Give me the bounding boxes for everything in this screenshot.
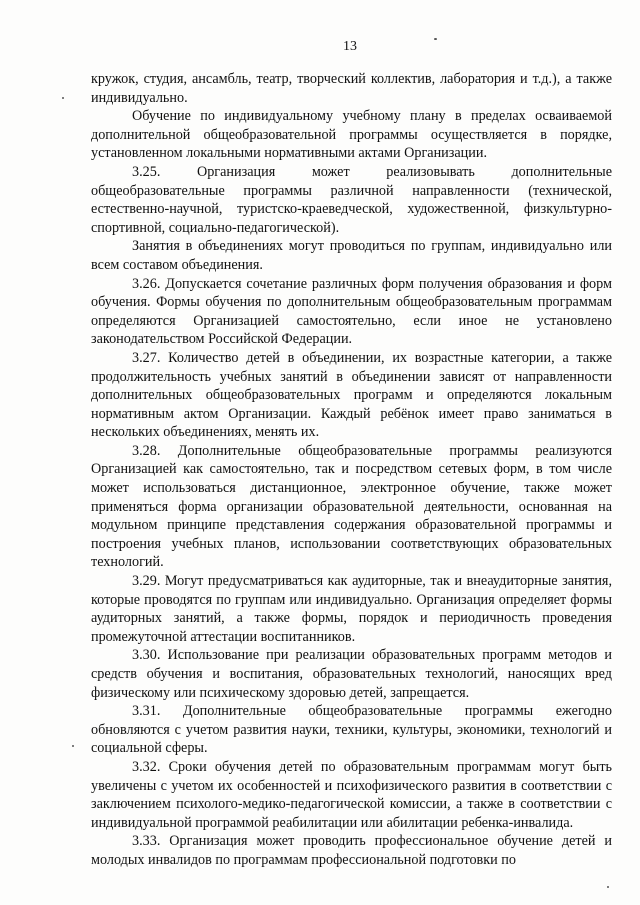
paragraph-3-27: 3.27. Количество детей в объединении, их возрастные категории, а также продолжительность учебных занятий в объединении зависят от направленности дополнительных общеобразовательных программ и определяются локальным нормативным актом Организации. Каждый ребёнок имеет право заниматься в нескольких объединениях, менять их. bbox=[91, 349, 612, 441]
paragraph-3-30: 3.30. Использование при реализации образовательных программ методов и средств обучения и воспитания, образовательных технологий, наносящих вред физическому или психическому здоровью детей, запрещается. bbox=[91, 647, 612, 701]
paragraph-3-28: 3.28. Дополнительные общеобразовательные программы реализуются Организацией как самостоятельно, так и посредством сетевых форм, в том числе может использоваться дистанционное, электронное обучение, также может применяться форма организации образовательной деятельности, основанная на модульном принципе представления содержания образовательной программы и построения учебных планов, использовании соответствующих образовательных технологий. bbox=[91, 442, 612, 571]
paragraph-3-29: 3.29. Могут предусматриваться как аудиторные, так и внеаудиторные занятия, которые проводятся по группам или индивидуально. Организация определяет формы аудиторных занятий, а также формы, порядок и периодичность проведения промежуточной аттестации воспитанников. bbox=[91, 573, 612, 645]
paragraph-3-31: 3.31. Дополнительные общеобразовательные программы ежегодно обновляются с учетом развития науки, техники, культуры, экономики, технологий и социальной сферы. bbox=[91, 703, 612, 757]
scan-dot bbox=[62, 97, 64, 99]
paragraph-3-33: 3.33. Организация может проводить профессиональное обучение детей и молодых инвалидов по программам профессиональной подготовки по bbox=[91, 833, 612, 868]
scan-dot bbox=[72, 745, 74, 747]
scan-dot bbox=[607, 886, 609, 888]
paragraph-3-26: 3.26. Допускается сочетание различных форм получения образования и форм обучения. Формы обучения по дополнительным общеобразовательным программам определяются Организацией самостоятельно, если иное не установлено законодательством Российской Федерации. bbox=[91, 275, 612, 348]
page-number: 13 bbox=[343, 39, 357, 54]
paragraph-individual-plan: Обучение по индивидуальному учебному плану в пределах осваиваемой дополнительной общеобразовательной программы осуществляется в порядке, установленном локальными нормативными актами Организации. bbox=[91, 108, 612, 162]
paragraph-classes-in-groups: Занятия в объединениях могут проводиться по группам, индивидуально или всем составом объединения. bbox=[91, 238, 612, 273]
paragraph-3-32: 3.32. Сроки обучения детей по образовательным программам могут быть увеличены с учетом их особенностей и психофизического развития в соответствии с заключением психолого-медико-педагогической комиссии, а также в соответствии с индивидуальной программой реабилитации или абилитации ребенка-инвалида. bbox=[91, 758, 612, 831]
scan-dot bbox=[434, 38, 437, 40]
paragraph-3-25: 3.25. Организация может реализовывать дополнительные общеобразовательные программы различной направленности (технической, естественно-научной, туристско-краеведческой, художественной, физкультурно-спортивной, социально-педагогической). bbox=[91, 163, 612, 236]
paragraph-continuation: кружок, студия, ансамбль, театр, творческий коллектив, лаборатория и т.д.), а также индивидуально. bbox=[91, 71, 612, 106]
document-body bbox=[91, 70, 612, 870]
